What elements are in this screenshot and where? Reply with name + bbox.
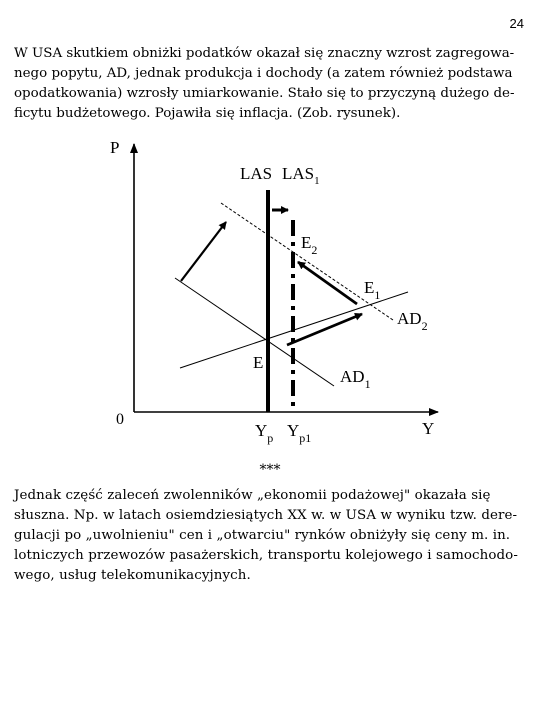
label-e: E bbox=[253, 353, 264, 372]
paragraph-line: gulacji po „uwolnieniu" cen i „otwarciu" rynków obniżyły się ceny m. in. bbox=[14, 528, 511, 543]
paragraph-line: nego popytu, AD, jednak produkcja i dochody (a zatem również podstawa bbox=[14, 66, 513, 81]
label-yp1: $Y_{p1}$ bbox=[287, 421, 312, 445]
label-y: Y bbox=[422, 419, 435, 438]
paragraph-line: ficytu budżetowego. Pojawiła się inflacja. (Zob. rysunek). bbox=[14, 106, 401, 121]
paragraph-line: lotniczych przewozów pasażerskich, transportu kolejowego i samochodo- bbox=[14, 548, 518, 563]
las-ad-diagram bbox=[0, 130, 540, 450]
paragraph-line: opodatkowania) wzrosły umiarkowanie. Stało się to przyczyną dużego de- bbox=[14, 86, 515, 101]
ad2-line bbox=[221, 203, 393, 320]
label-las: LAS bbox=[240, 164, 273, 183]
shift-arrow-ad bbox=[181, 222, 226, 281]
label-p: P bbox=[110, 138, 120, 157]
label-yp: $Y_p$ bbox=[255, 421, 274, 445]
page-number: 24 bbox=[509, 16, 524, 31]
paragraph-line: W USA skutkiem obniżki podatków okazał się znaczny wzrost zagregowa- bbox=[14, 46, 515, 61]
paragraph-tax-cuts bbox=[14, 44, 526, 124]
label-origin: 0 bbox=[116, 411, 124, 428]
move-arrow-e1-e2 bbox=[298, 262, 357, 304]
label-ad1: $AD_1$ bbox=[340, 367, 371, 391]
move-arrow-e-e1 bbox=[287, 314, 362, 345]
label-las1: $LAS_1$ bbox=[282, 164, 320, 187]
label-ad2: $AD_2$ bbox=[397, 309, 428, 333]
label-e1: $E_1$ bbox=[364, 278, 381, 302]
paragraph-line: wego, usług telekomunikacyjnych. bbox=[14, 568, 251, 583]
paragraph-line: Jednak część zaleceń zwolenników „ekonomii podażowej" okazała się bbox=[14, 488, 491, 503]
paragraph-line: słuszna. Np. w latach osiemdziesiątych XX w. w USA w wyniku tzw. dere- bbox=[14, 508, 518, 523]
label-e2: $E_2$ bbox=[301, 233, 318, 257]
paragraph-supply-side bbox=[14, 486, 526, 586]
section-separator: *** bbox=[259, 462, 281, 478]
